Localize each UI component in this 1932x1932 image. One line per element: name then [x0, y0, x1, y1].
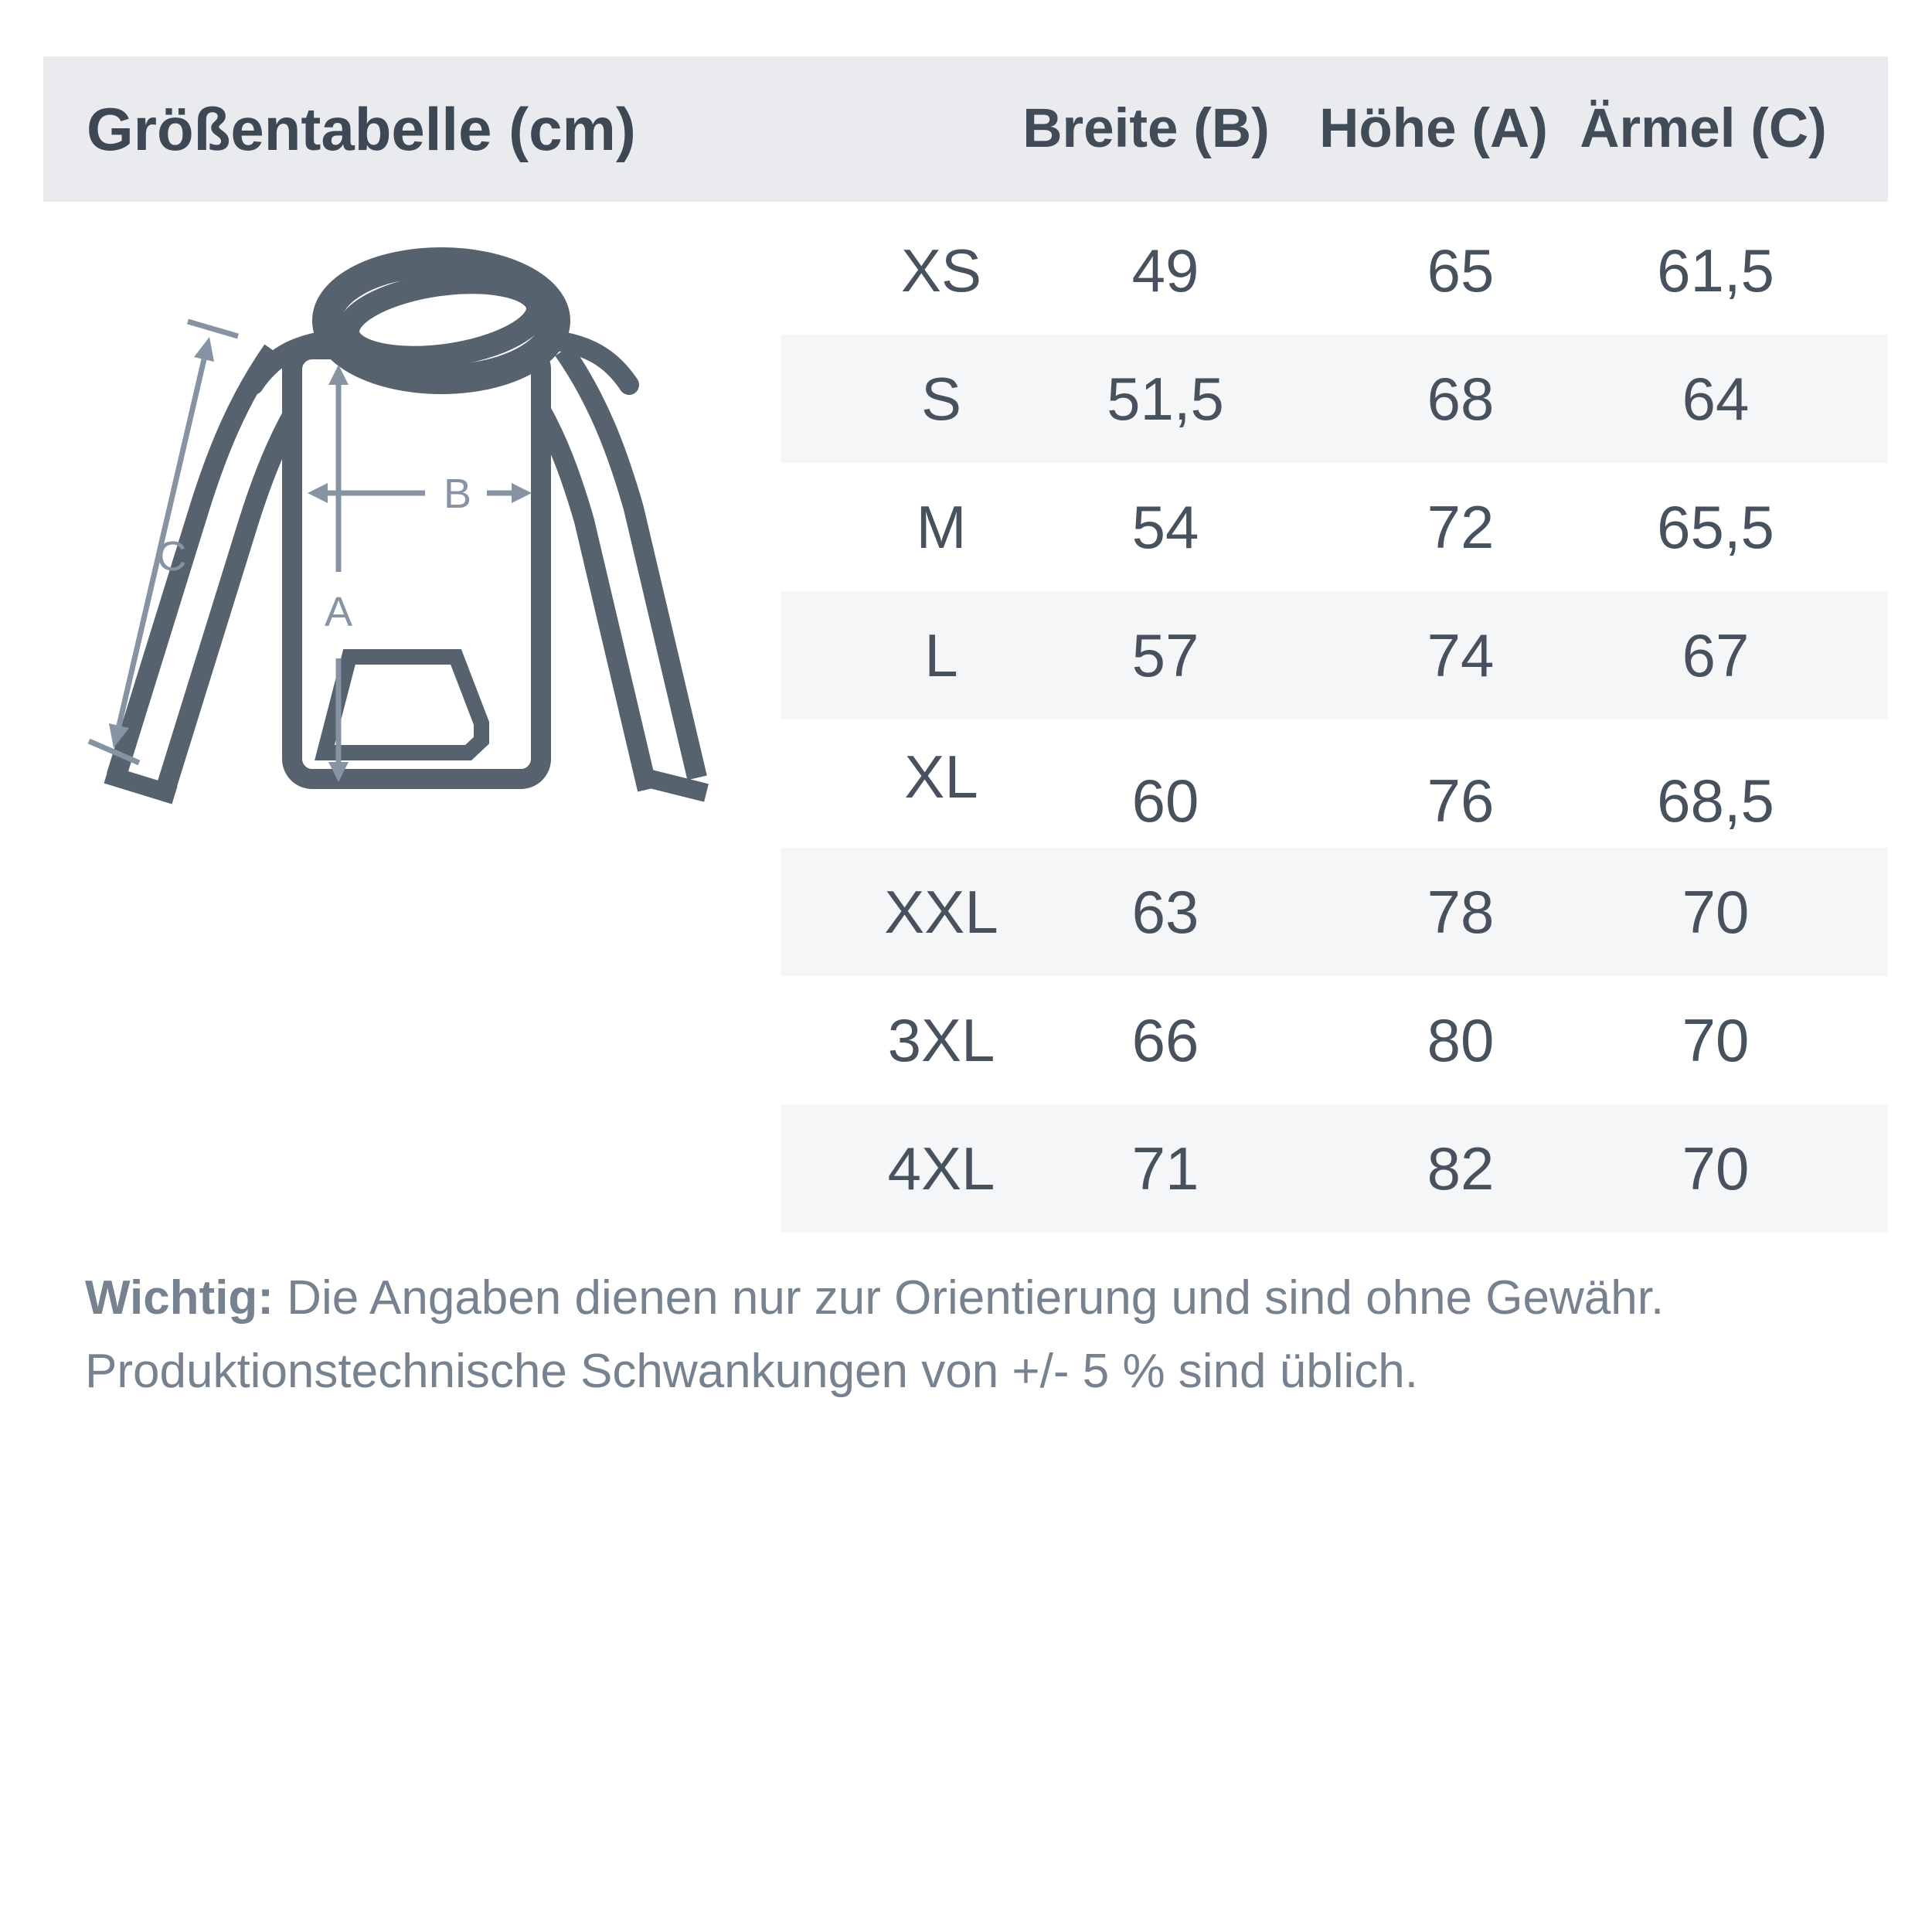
- size-label: XS: [900, 236, 982, 304]
- sleeve-right: [543, 365, 706, 793]
- aermel-value: 65,5: [1657, 493, 1774, 561]
- footer-bold-prefix: Wichtig:: [85, 1271, 274, 1325]
- table-row-s: [781, 335, 1888, 463]
- aermel-value: 70: [1682, 878, 1750, 946]
- dimension-label-c: C: [156, 533, 187, 580]
- aermel-value: 68,5: [1657, 767, 1774, 835]
- column-header-breite: Breite (B): [1022, 98, 1270, 159]
- dimension-label-b: B: [443, 471, 472, 517]
- hoehe-value: 80: [1427, 1006, 1495, 1074]
- breite-value: 54: [1131, 493, 1199, 561]
- size-label: M: [916, 493, 967, 561]
- aermel-value: 70: [1682, 1006, 1750, 1074]
- pocket: [325, 657, 481, 753]
- page-title: Größentabelle (cm): [87, 95, 636, 163]
- breite-value: 57: [1131, 621, 1199, 689]
- breite-value: 49: [1131, 236, 1199, 304]
- size-label: L: [924, 621, 958, 689]
- hoehe-value: 68: [1427, 365, 1495, 433]
- footer-line-1: [85, 1261, 1862, 1335]
- aermel-value: 64: [1682, 365, 1750, 433]
- breite-value: 60: [1131, 767, 1199, 835]
- footer-note: [85, 1261, 1862, 1408]
- aermel-value: 67: [1682, 621, 1750, 689]
- table-row-m: [781, 463, 1888, 591]
- table-row-3xl: [781, 976, 1888, 1104]
- hoodie-diagram: [62, 232, 757, 850]
- size-label: 3XL: [887, 1006, 995, 1074]
- hood: [327, 262, 556, 391]
- hoehe-value: 74: [1427, 621, 1495, 689]
- breite-value: 71: [1131, 1134, 1199, 1202]
- column-header-aermel: Ärmel (C): [1580, 98, 1827, 159]
- size-label: 4XL: [887, 1134, 995, 1202]
- table-row-xxl: [781, 848, 1888, 976]
- header-band: [43, 56, 1888, 202]
- size-label: XL: [904, 743, 978, 811]
- table-row-xl: [781, 719, 1888, 848]
- footer-line-2: Produktionstechnische Schwankungen von +/- 5 % sind üblich.: [85, 1345, 1418, 1398]
- breite-value: 51,5: [1107, 365, 1224, 433]
- sleeve-left: [107, 365, 294, 795]
- table-row-4xl: [781, 1104, 1888, 1233]
- breite-value: 66: [1131, 1006, 1199, 1074]
- hoehe-value: 82: [1427, 1134, 1495, 1202]
- dimension-label-a: A: [324, 589, 353, 635]
- table-row-xs: [781, 206, 1888, 335]
- size-label: XXL: [884, 878, 998, 946]
- hoehe-value: 76: [1427, 767, 1495, 835]
- hoehe-value: 72: [1427, 493, 1495, 561]
- aermel-value: 70: [1682, 1134, 1750, 1202]
- column-header-hoehe: Höhe (A): [1319, 98, 1548, 159]
- footer-line-1-text: Die Angaben dienen nur zur Orientierung und sind ohne Gewähr.: [273, 1271, 1665, 1325]
- table-row-l: [781, 591, 1888, 719]
- size-table: [781, 206, 1888, 1233]
- hoehe-value: 78: [1427, 878, 1495, 946]
- hoehe-value: 65: [1427, 236, 1495, 304]
- size-label: S: [920, 365, 962, 433]
- aermel-value: 61,5: [1657, 236, 1774, 304]
- breite-value: 63: [1131, 878, 1199, 946]
